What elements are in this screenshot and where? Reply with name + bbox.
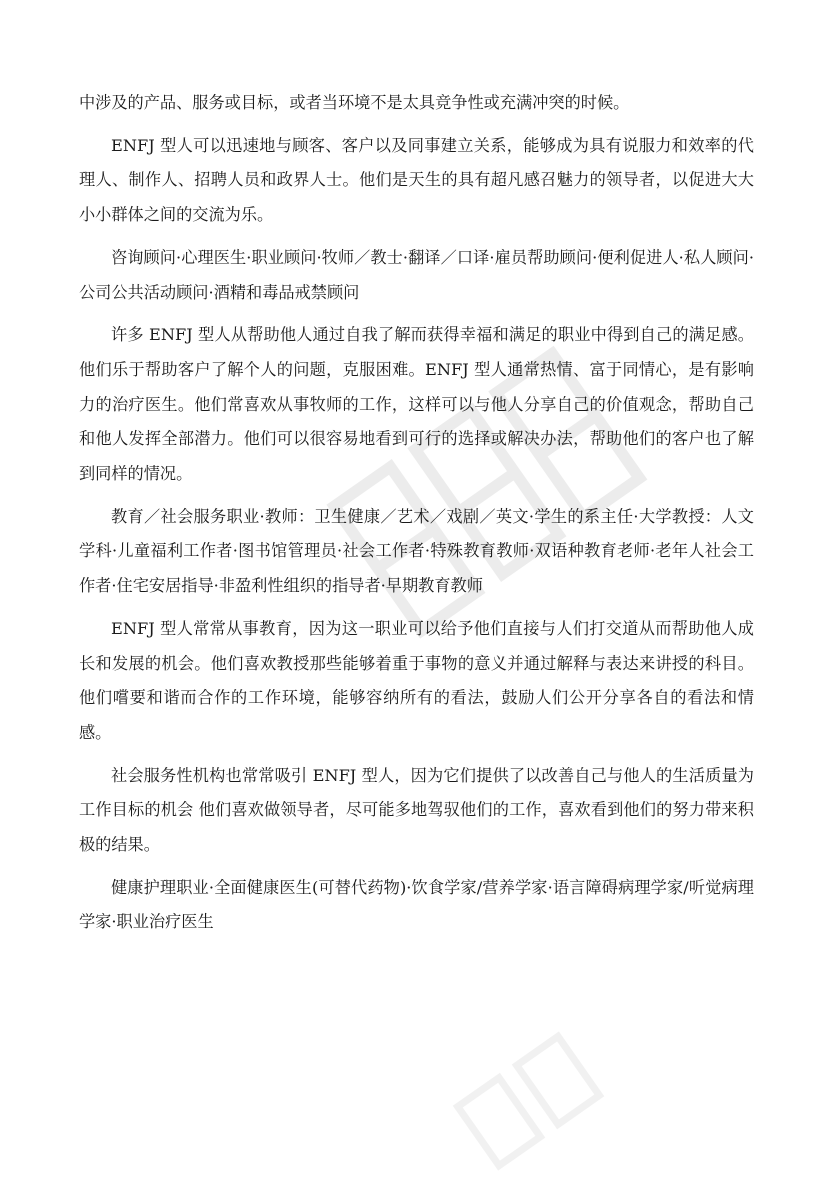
paragraph: ENFJ 型人可以迅速地与顾客、客户以及同事建立关系，能够成为具有说服力和效率的代理人、制作人、招聘人员和政界人士。他们是天生的具有超凡感召魅力的领导者，以促进大大小小群体之间的交流为乐。: [79, 135, 754, 225]
career-list-counseling: 咨询顾问·心理医生·职业顾问·牧师／教士·翻译／口译·雇员帮助顾问·便利促进人·私人顾问·公司公共活动顾问·酒精和毒品戒禁顾问: [79, 247, 754, 302]
paragraph: ENFJ 型人常常从事教育，因为这一职业可以给予他们直接与人们打交道从而帮助他人成长和发展的机会。他们喜欢教授那些能够着重于事物的意义并通过解释与表达来讲授的科目。他们嚐要和谐而合作的工作环境，能够容纳所有的看法，鼓励人们公开分享各自的看法和情感。: [79, 618, 754, 742]
paragraph: 社会服务性机构也常常吸引 ENFJ 型人，因为它们提供了以改善自己与他人的生活质量为工作目标的机会 他们喜欢做领导者，尽可能多地驾驭他们的工作，喜欢看到他们的努力带来积极的结果。: [79, 765, 754, 855]
career-list-education: 教育／社会服务职业·教师：卫生健康／艺术／戏剧／英文·学生的系主任·大学教授：人文学科·儿童福利工作者·图书馆管理员·社会工作者·特殊教育教师·双语种教育老师·老年人社会工作者·住宅安居指导·非盈利性组织的指导者·早期教育教师: [79, 506, 754, 596]
document-body: [79, 86, 754, 948]
career-list-health: 健康护理职业·全面健康医生(可替代药物)·饮食学家/营养学家·语言障碍病理学家/听觉病理学家·职业治疗医生: [79, 877, 754, 932]
watermark-icon: [420, 1010, 640, 1190]
paragraph: 许多 ENFJ 型人从帮助他人通过自我了解而获得幸福和满足的职业中得到自己的满足感。他们乐于帮助客户了解个人的问题，克服困难。ENFJ 型人通常热情、富于同情心，是有影响力的治疗医生。他们常喜欢从事牧师的工作，这样可以与他人分享自己的价值观念，帮助自己和他人发挥全部潜力。他们可以很容易地看到可行的选择或解决办法，帮助他们的客户也了解到同样的情况。: [79, 325, 754, 484]
paragraph-continuation: 中涉及的产品、服务或目标，或者当环境不是太具竞争性或充满冲突的时候。: [79, 93, 630, 112]
